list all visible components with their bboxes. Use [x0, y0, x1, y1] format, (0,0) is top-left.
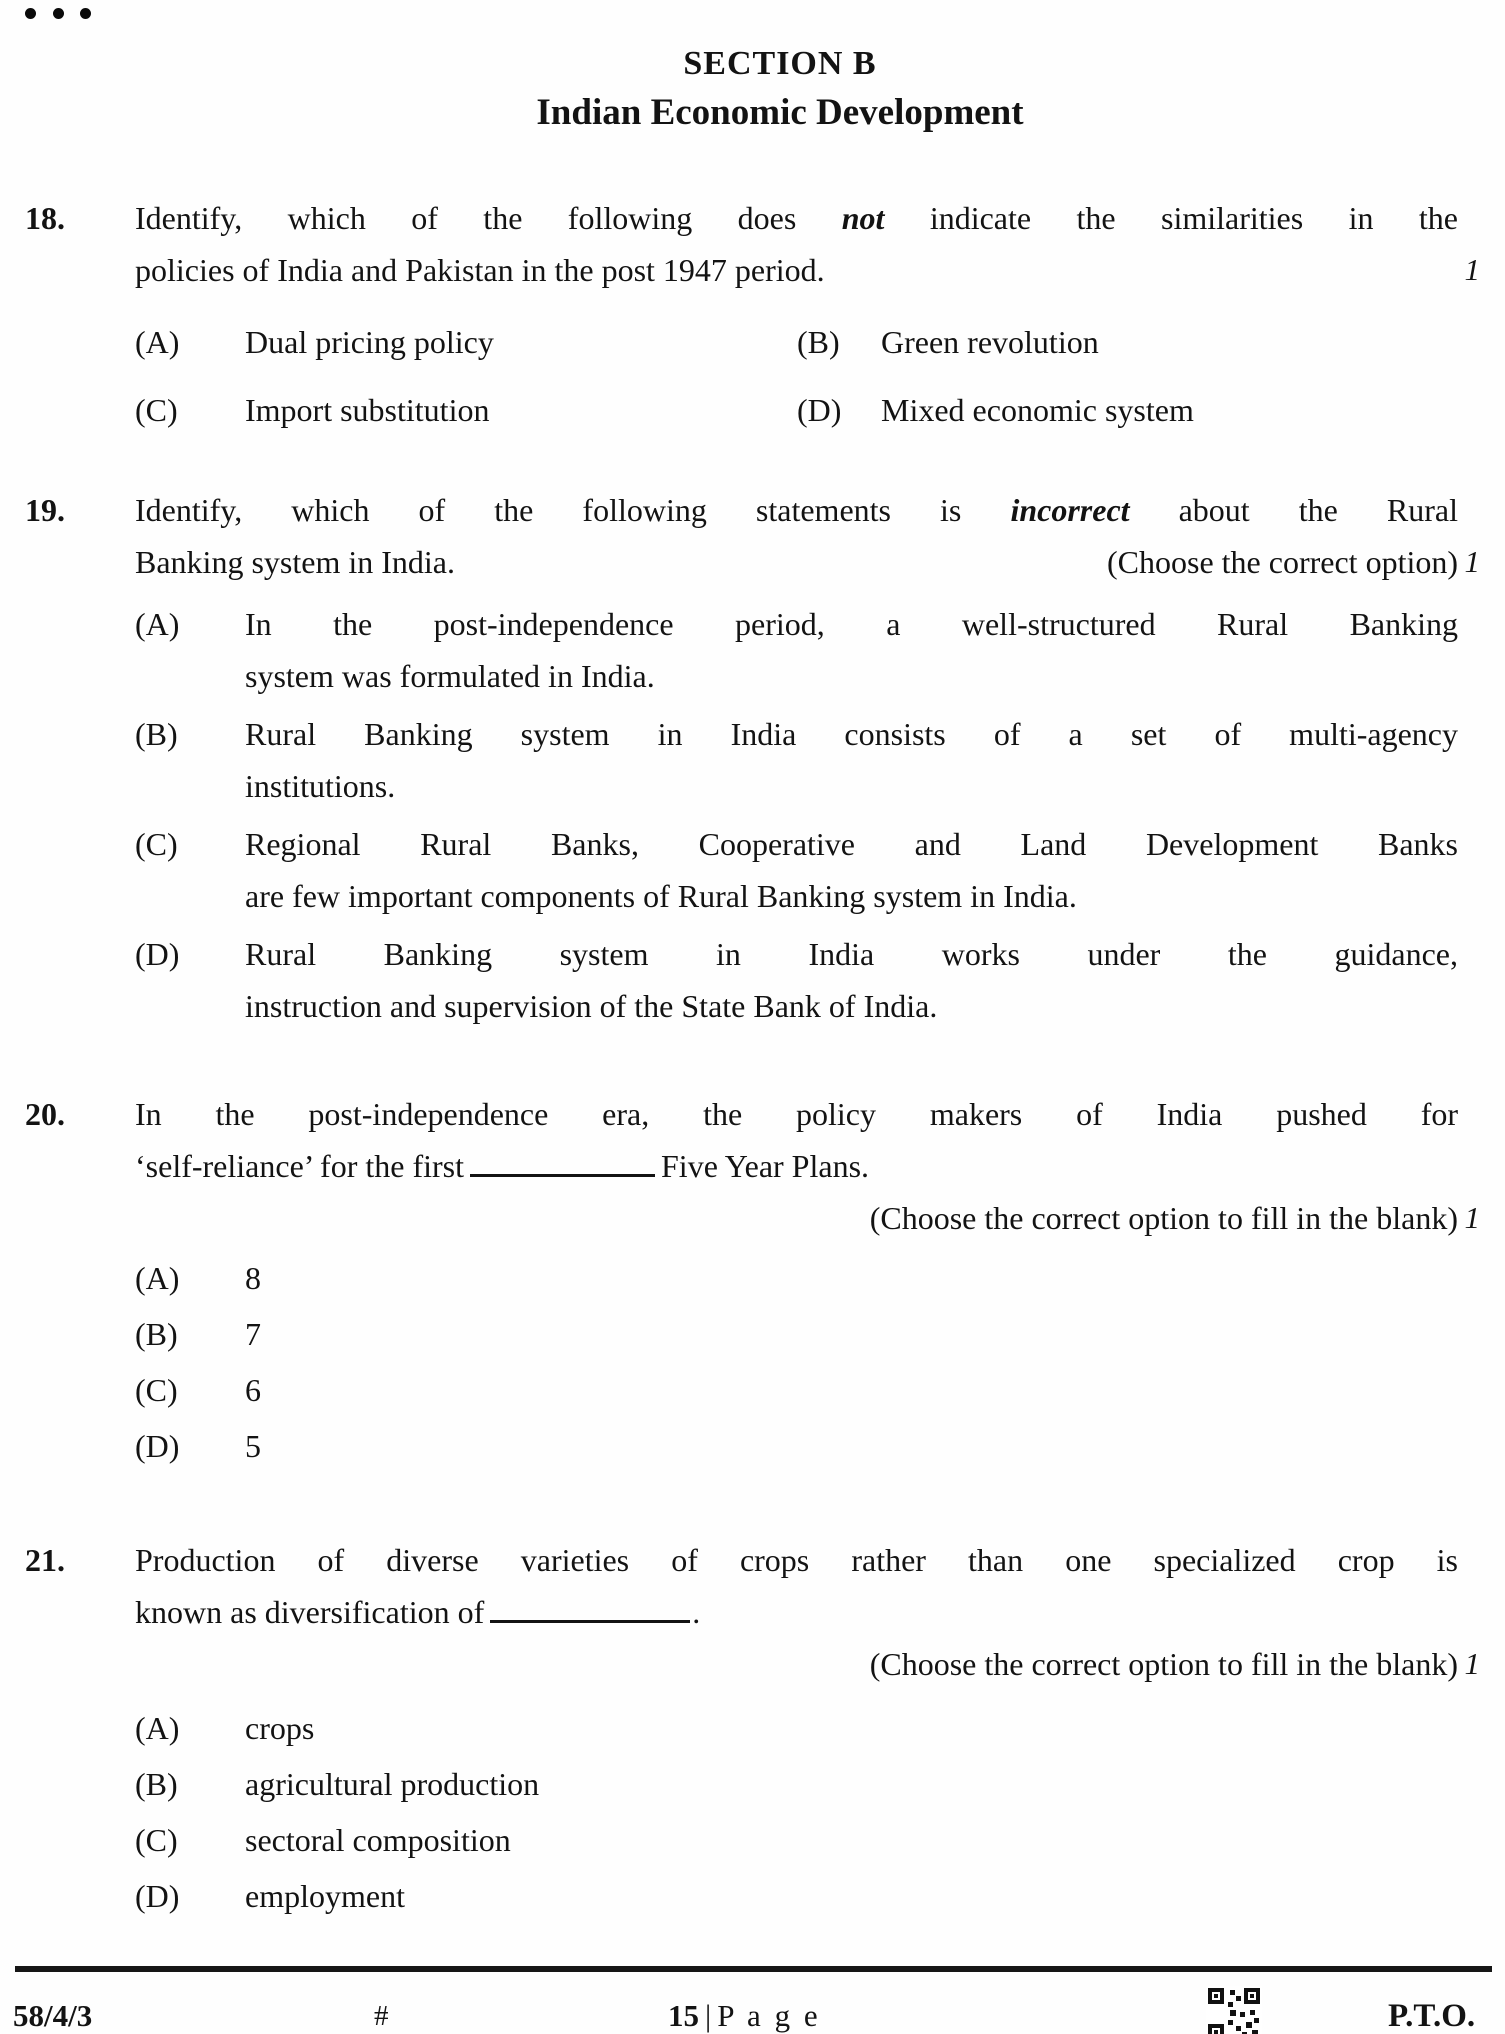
- stem-text: Identify, which of the following statements is: [135, 492, 1011, 528]
- option-text-line: In the post-independence period, a well-structured Rural Banking: [245, 606, 1458, 642]
- option-label: (A): [135, 1710, 180, 1746]
- question-number: 20.: [25, 1096, 65, 1132]
- question-stem-line: [135, 536, 1458, 588]
- question-20: [25, 1088, 1480, 1476]
- option-label: (B): [135, 1766, 178, 1802]
- stem-text: known as diversification of: [135, 1594, 485, 1630]
- option-text: [245, 818, 1458, 922]
- question-number: 21.: [25, 1542, 65, 1578]
- question-18: [25, 192, 1480, 436]
- section-subtitle: Indian Economic Development: [536, 92, 1024, 133]
- option-row-b: [135, 1308, 1458, 1360]
- option-label: (B): [797, 324, 840, 360]
- question-number: 18.: [25, 200, 65, 236]
- options-list: [135, 1702, 1458, 1922]
- option-label: (C): [135, 826, 178, 862]
- option-text-line: Rural Banking system in India consists of a set of multi-agency: [245, 716, 1458, 752]
- qr-code-icon: [1206, 1986, 1262, 2034]
- option-text: 8: [245, 1260, 261, 1296]
- choose-instruction: (Choose the correct option to fill in the blank): [869, 1200, 1458, 1236]
- option-label: (D): [135, 936, 180, 972]
- question-stem-line: In the post-independence era, the policy makers of India pushed for: [135, 1096, 1458, 1132]
- option-label: (A): [135, 1260, 180, 1296]
- question-stem-line: [135, 1140, 1458, 1192]
- option-label: (D): [797, 392, 842, 428]
- question-stem-line: [135, 484, 1458, 536]
- option-label: (B): [135, 1316, 178, 1352]
- option-text-line: Regional Rural Banks, Cooperative and Land Development Banks: [245, 826, 1458, 862]
- option-text-line: are few important components of Rural Banking system in India.: [245, 878, 1077, 914]
- marks-value: 1: [1464, 1646, 1480, 1681]
- choose-instruction: (Choose the correct option to fill in the blank): [869, 1646, 1458, 1682]
- option-text: crops: [245, 1710, 315, 1746]
- emphasis-word: not: [841, 200, 885, 236]
- option-label: (A): [135, 606, 180, 642]
- option-label: (C): [135, 1822, 178, 1858]
- stem-text: .: [692, 1594, 701, 1630]
- option-label: (D): [135, 1428, 180, 1464]
- question-stem-line: [135, 192, 1458, 244]
- emphasis-word: incorrect: [1010, 492, 1130, 528]
- marks-value: 1: [1464, 544, 1480, 579]
- option-row-a: [135, 1702, 1458, 1754]
- page-indicator: [668, 1996, 821, 2034]
- option-row-a: [135, 316, 797, 368]
- question-stem-line: [135, 1586, 1458, 1638]
- option-text: Mixed economic system: [881, 392, 1194, 428]
- pto-label: P.T.O.: [1388, 1998, 1476, 2034]
- stem-text: indicate the similarities in the: [884, 200, 1459, 236]
- option-text-line: instruction and supervision of the State Bank of India.: [245, 988, 938, 1024]
- marks-value: 1: [1464, 1200, 1480, 1235]
- page-number: 15: [668, 1998, 699, 2033]
- option-text: employment: [245, 1878, 405, 1914]
- page-marker-dots: [25, 8, 105, 22]
- option-text: Green revolution: [881, 324, 1099, 360]
- footer-divider: [15, 1966, 1492, 1972]
- page-separator: |: [705, 1998, 712, 2033]
- hash-symbol: #: [374, 2000, 389, 2032]
- option-row-d: [135, 928, 1458, 1032]
- dot-icon: [25, 8, 36, 19]
- option-row-c: [135, 1814, 1458, 1866]
- option-text: [245, 598, 1458, 702]
- stem-text: ‘self-reliance’ for the first: [135, 1148, 464, 1184]
- option-label: (C): [135, 392, 178, 428]
- question-21: [25, 1534, 1480, 1926]
- question-19: [25, 484, 1480, 1038]
- option-label: (C): [135, 1372, 178, 1408]
- option-label: (B): [135, 716, 178, 752]
- dot-icon: [53, 8, 64, 19]
- question-stem-line: Production of diverse varieties of crops rather than one specialized crop is: [135, 1542, 1458, 1578]
- option-row-a: [135, 1252, 1458, 1304]
- stem-text: Five Year Plans.: [661, 1148, 870, 1184]
- option-row-c: [135, 384, 797, 436]
- option-text-line: institutions.: [245, 768, 396, 804]
- option-row-a: [135, 598, 1458, 702]
- option-row-b: [135, 1758, 1458, 1810]
- section-title: SECTION B: [683, 45, 877, 82]
- question-number: 19.: [25, 492, 65, 528]
- option-row-c: [135, 818, 1458, 922]
- option-text: Dual pricing policy: [245, 324, 494, 360]
- option-text: Import substitution: [245, 392, 490, 428]
- option-text: 5: [245, 1428, 261, 1464]
- fill-blank-underline: [490, 1593, 690, 1623]
- option-row-b: [797, 316, 1458, 368]
- stem-text: Banking system in India.: [135, 544, 455, 580]
- options-list: [135, 598, 1458, 1032]
- option-text-line: system was formulated in India.: [245, 658, 655, 694]
- option-row-d: [135, 1420, 1458, 1472]
- stem-text: about the Rural: [1129, 492, 1459, 528]
- option-row-b: [135, 708, 1458, 812]
- dot-icon: [80, 8, 91, 19]
- options-list: [135, 1252, 1458, 1472]
- option-text: [245, 928, 1458, 1032]
- option-label: (A): [135, 324, 180, 360]
- option-row-c: [135, 1364, 1458, 1416]
- option-text: [245, 708, 1458, 812]
- option-row-d: [797, 384, 1458, 436]
- paper-code: 58/4/3: [13, 1998, 93, 2033]
- stem-text: Identify, which of the following does: [135, 200, 842, 236]
- page-word: P a g e: [717, 1998, 821, 2033]
- option-text: 7: [245, 1316, 261, 1352]
- option-row-d: [135, 1870, 1458, 1922]
- fill-blank-underline: [470, 1147, 655, 1177]
- option-text: agricultural production: [245, 1766, 540, 1802]
- options-grid: [135, 316, 1458, 436]
- option-text: 6: [245, 1372, 261, 1408]
- question-stem-line: policies of India and Pakistan in the post 1947 period.: [135, 252, 825, 288]
- marks-value: 1: [1464, 252, 1480, 287]
- option-text: sectoral composition: [245, 1822, 511, 1858]
- option-label: (D): [135, 1878, 180, 1914]
- option-text-line: Rural Banking system in India works under the guidance,: [245, 936, 1458, 972]
- choose-instruction: (Choose the correct option): [1107, 544, 1458, 580]
